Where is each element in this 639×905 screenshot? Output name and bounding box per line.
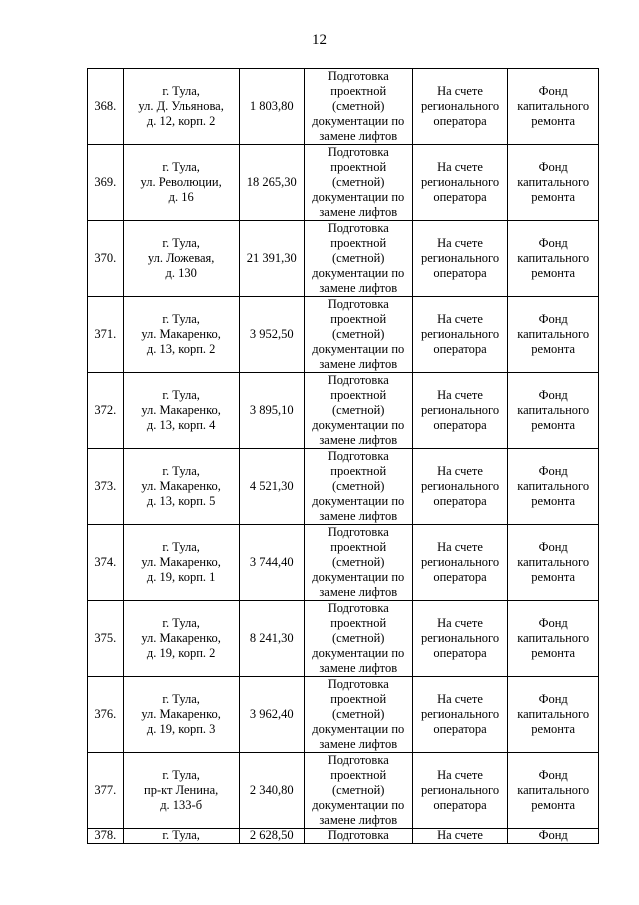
table-row bbox=[88, 829, 599, 844]
area-cell: 8 241,30 bbox=[239, 601, 304, 677]
funding-source-cell: Фонд капитального ремонта bbox=[508, 601, 599, 677]
work-type-cell: Подготовка bbox=[304, 829, 412, 844]
funding-source-cell: Фонд капитального ремонта bbox=[508, 449, 599, 525]
address-cell: г. Тула, ул. Макаренко, д. 13, корп. 4 bbox=[123, 373, 239, 449]
table-row bbox=[88, 601, 599, 677]
work-type-cell: Подготовка проектной (сметной) документации по замене лифтов bbox=[304, 221, 412, 297]
row-number: 375. bbox=[88, 601, 124, 677]
address-cell: г. Тула, ул. Макаренко, д. 19, корп. 2 bbox=[123, 601, 239, 677]
funding-source-cell: Фонд капитального ремонта bbox=[508, 677, 599, 753]
table-row bbox=[88, 373, 599, 449]
account-cell: На счете регионального оператора bbox=[412, 601, 508, 677]
row-number: 376. bbox=[88, 677, 124, 753]
funding-source-cell: Фонд капитального ремонта bbox=[508, 221, 599, 297]
address-cell: г. Тула, ул. Макаренко, д. 19, корп. 1 bbox=[123, 525, 239, 601]
funding-source-cell: Фонд капитального ремонта bbox=[508, 69, 599, 145]
account-cell: На счете регионального оператора bbox=[412, 297, 508, 373]
table-body bbox=[88, 69, 599, 844]
page-number: 12 bbox=[312, 32, 327, 48]
funding-source-cell: Фонд капитального ремонта bbox=[508, 297, 599, 373]
work-type-cell: Подготовка проектной (сметной) документации по замене лифтов bbox=[304, 69, 412, 145]
row-number: 368. bbox=[88, 69, 124, 145]
address-cell: г. Тула, ул. Макаренко, д. 13, корп. 2 bbox=[123, 297, 239, 373]
funding-source-cell: Фонд капитального ремонта bbox=[508, 373, 599, 449]
area-cell: 21 391,30 bbox=[239, 221, 304, 297]
row-number: 370. bbox=[88, 221, 124, 297]
table-row bbox=[88, 525, 599, 601]
area-cell: 18 265,30 bbox=[239, 145, 304, 221]
funding-source-cell: Фонд капитального ремонта bbox=[508, 753, 599, 829]
table-row bbox=[88, 297, 599, 373]
area-cell: 2 628,50 bbox=[239, 829, 304, 844]
table-row bbox=[88, 753, 599, 829]
area-cell: 2 340,80 bbox=[239, 753, 304, 829]
account-cell: На счете регионального оператора bbox=[412, 373, 508, 449]
table-row bbox=[88, 677, 599, 753]
row-number: 378. bbox=[88, 829, 124, 844]
table-row bbox=[88, 145, 599, 221]
work-type-cell: Подготовка проектной (сметной) документации по замене лифтов bbox=[304, 525, 412, 601]
account-cell: На счете регионального оператора bbox=[412, 221, 508, 297]
work-type-cell: Подготовка проектной (сметной) документации по замене лифтов bbox=[304, 297, 412, 373]
address-cell: г. Тула, ул. Ложевая, д. 130 bbox=[123, 221, 239, 297]
work-type-cell: Подготовка проектной (сметной) документации по замене лифтов bbox=[304, 601, 412, 677]
work-type-cell: Подготовка проектной (сметной) документации по замене лифтов bbox=[304, 753, 412, 829]
table-row bbox=[88, 221, 599, 297]
table-row bbox=[88, 449, 599, 525]
account-cell: На счете регионального оператора bbox=[412, 69, 508, 145]
funding-source-cell: Фонд капитального ремонта bbox=[508, 525, 599, 601]
area-cell: 3 895,10 bbox=[239, 373, 304, 449]
row-number: 377. bbox=[88, 753, 124, 829]
address-cell: г. Тула, ул. Революции, д. 16 bbox=[123, 145, 239, 221]
address-cell: г. Тула, ул. Макаренко, д. 13, корп. 5 bbox=[123, 449, 239, 525]
area-cell: 3 952,50 bbox=[239, 297, 304, 373]
account-cell: На счете регионального оператора bbox=[412, 525, 508, 601]
row-number: 374. bbox=[88, 525, 124, 601]
area-cell: 3 744,40 bbox=[239, 525, 304, 601]
area-cell: 3 962,40 bbox=[239, 677, 304, 753]
address-cell: г. Тула, пр-кт Ленина, д. 133-б bbox=[123, 753, 239, 829]
address-cell: г. Тула, bbox=[123, 829, 239, 844]
work-type-cell: Подготовка проектной (сметной) документации по замене лифтов bbox=[304, 373, 412, 449]
address-cell: г. Тула, ул. Макаренко, д. 19, корп. 3 bbox=[123, 677, 239, 753]
row-number: 369. bbox=[88, 145, 124, 221]
work-type-cell: Подготовка проектной (сметной) документации по замене лифтов bbox=[304, 145, 412, 221]
row-number: 373. bbox=[88, 449, 124, 525]
work-type-cell: Подготовка проектной (сметной) документации по замене лифтов bbox=[304, 449, 412, 525]
account-cell: На счете bbox=[412, 829, 508, 844]
row-number: 372. bbox=[88, 373, 124, 449]
row-number: 371. bbox=[88, 297, 124, 373]
account-cell: На счете регионального оператора bbox=[412, 677, 508, 753]
funding-source-cell: Фонд bbox=[508, 829, 599, 844]
account-cell: На счете регионального оператора bbox=[412, 449, 508, 525]
area-cell: 1 803,80 bbox=[239, 69, 304, 145]
table-row bbox=[88, 69, 599, 145]
area-cell: 4 521,30 bbox=[239, 449, 304, 525]
account-cell: На счете регионального оператора bbox=[412, 145, 508, 221]
funding-source-cell: Фонд капитального ремонта bbox=[508, 145, 599, 221]
account-cell: На счете регионального оператора bbox=[412, 753, 508, 829]
repair-program-table bbox=[87, 68, 599, 844]
work-type-cell: Подготовка проектной (сметной) документации по замене лифтов bbox=[304, 677, 412, 753]
address-cell: г. Тула, ул. Д. Ульянова, д. 12, корп. 2 bbox=[123, 69, 239, 145]
